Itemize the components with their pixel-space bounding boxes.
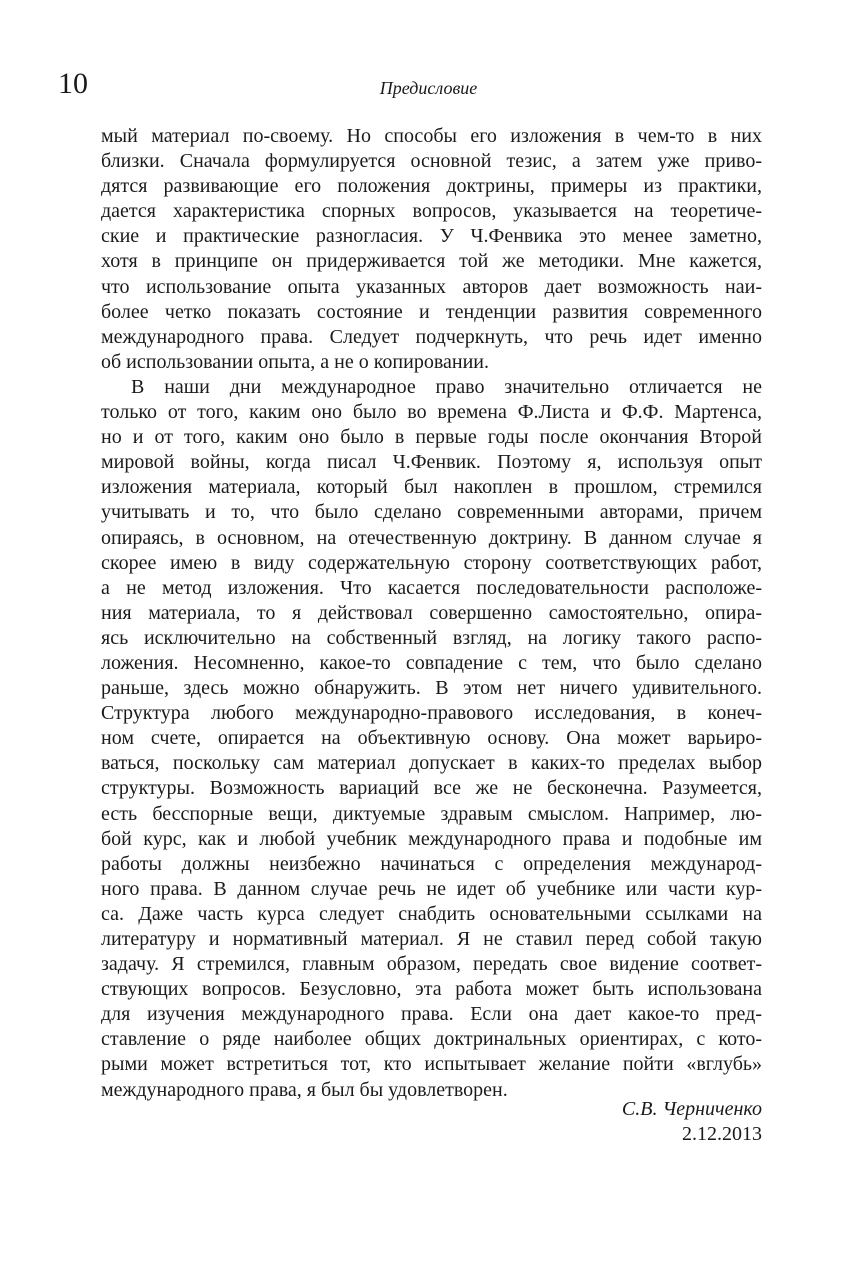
text-line: мый материал по-своему. Но способы его изложения в чем-то в них xyxy=(101,125,762,147)
text-line: близки. Сначала формулируется основной тезис, а затем уже приво- xyxy=(101,150,762,173)
text-line: мировой войны, когда писал Ч.Фенвик. Поэтому я, используя опыт xyxy=(101,451,762,474)
text-line: ложения. Несомненно, какое-то совпадение с тем, что было сделано xyxy=(101,651,762,674)
text-line: раньше, здесь можно обнаружить. В этом нет ничего удивительного. xyxy=(101,677,762,700)
text-line: есть бесспорные вещи, диктуемые здравым смыслом. Например, лю- xyxy=(101,802,762,825)
text-line: только от того, каким оно было во времена Ф.Листа и Ф.Ф. Мартенса, xyxy=(101,401,762,424)
signature-block xyxy=(622,1097,762,1147)
text-line: изложения материала, который был накоплен в прошлом, стремился xyxy=(101,476,762,499)
text-line: но и от того, каким оно было в первые годы после окончания Второй xyxy=(101,426,762,449)
text-line: са. Даже часть курса следует снабдить основательными ссылками на xyxy=(101,902,762,925)
text-line: международного права. Следует подчеркнуть, что речь идет именно xyxy=(101,325,762,348)
text-line: дается характеристика спорных вопросов, указывается на теоретиче- xyxy=(101,200,762,223)
text-line: дятся развивающие его положения доктрины, примеры из практики, xyxy=(101,175,762,198)
text-line: хотя в принципе он придерживается той же методики. Мне кажется, xyxy=(101,250,762,273)
text-line: что использование опыта указанных авторов дает возможность наи- xyxy=(101,275,762,298)
text-line: рыми может встретиться тот, кто испытывает желание пойти «вглубь» xyxy=(101,1053,762,1076)
text-line: литературу и нормативный материал. Я не ставил перед собой такую xyxy=(101,928,762,950)
text-line: скорее имею в виду содержательную сторону соответствующих работ, xyxy=(101,551,762,574)
text-line: ния материала, то я действовал совершенно самостоятельно, опира- xyxy=(101,601,762,624)
text-line: учитывать и то, что было сделано современными авторами, причем xyxy=(101,501,762,524)
text-line: об использовании опыта, а не о копировании. xyxy=(101,350,489,373)
body-text xyxy=(101,124,762,1103)
text-line: ставление о ряде наиболее общих доктринальных ориентирах, с кото- xyxy=(101,1028,762,1051)
text-line: а не метод изложения. Что касается последовательности расположе- xyxy=(101,576,762,599)
text-line: ясь исключительно на собственный взгляд, на логику такого распо- xyxy=(101,626,762,649)
text-line: ваться, поскольку сам материал допускает в каких-то пределах выбор xyxy=(101,752,762,775)
text-line: задачу. Я стремился, главным образом, передать свое видение соответ- xyxy=(101,953,762,976)
paragraph-start-line: В наши дни международное право значительно отличается не xyxy=(131,375,762,398)
text-line: ствующих вопросов. Безусловно, эта работа может быть использована xyxy=(101,978,762,1001)
text-line: более четко показать состояние и тенденции развития современного xyxy=(101,300,762,323)
running-title: Предисловие xyxy=(379,78,478,98)
page-number: 10 xyxy=(58,67,88,100)
text-line: бой курс, как и любой учебник международного права и подобные им xyxy=(101,827,762,850)
text-line: ном счете, опирается на объективную основу. Она может варьиро- xyxy=(101,727,762,750)
text-line: Структура любого международно-правового исследования, в конеч- xyxy=(101,702,762,725)
text-line: ного права. В данном случае речь не идет об учебнике или части кур- xyxy=(101,877,762,900)
text-line: структуры. Возможность вариаций все же не бесконечна. Разумеется, xyxy=(101,777,762,800)
text-line: работы должны неизбежно начинаться с определения международ- xyxy=(101,852,762,875)
signature-date: 2.12.2013 xyxy=(682,1123,762,1146)
author-name: С.В. Черниченко xyxy=(621,1098,762,1120)
text-line: ские и практические разногласия. У Ч.Фенвика это менее заметно, xyxy=(101,225,762,248)
text-line: опираясь, в основном, на отечественную доктрину. В данном случае я xyxy=(101,526,762,549)
text-line: международного права, я был бы удовлетворен. xyxy=(101,1078,508,1101)
text-line: для изучения международного права. Если она дает какое-то пред- xyxy=(101,1003,762,1026)
